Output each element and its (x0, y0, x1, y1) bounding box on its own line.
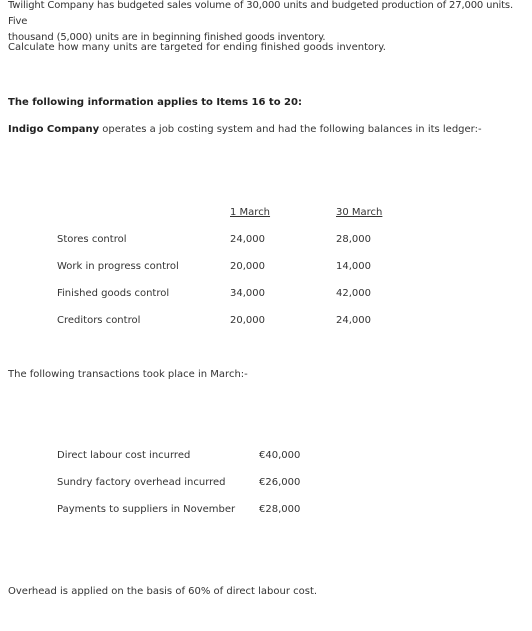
intro-line-2: thousand (5,000) units are in beginning finished goods inventory. (8, 32, 326, 43)
ledger-row-label: Stores control (57, 234, 127, 245)
transaction-amount: €26,000 (259, 477, 301, 488)
company-description: operates a job costing system and had the following balances in its ledger:- (99, 124, 482, 135)
transaction-label: Sundry factory overhead incurred (57, 477, 226, 488)
column-header-30-march: 30 March (336, 207, 383, 218)
ledger-value-1-march: 24,000 (230, 234, 265, 245)
transaction-amount: €28,000 (259, 504, 301, 515)
intro-paragraph (8, 0, 524, 46)
transaction-label: Payments to suppliers in November (57, 504, 236, 515)
transactions-heading: The following transactions took place in March:- (8, 369, 248, 380)
intro-line-1: Twilight Company has budgeted sales volume of 30,000 units and budgeted production of 27,000 units. Five (8, 0, 514, 27)
column-header-1-march: 1 March (230, 207, 271, 218)
transaction-amount: €40,000 (259, 450, 301, 461)
company-name: Indigo Company (8, 124, 100, 135)
section-heading: The following information applies to Items 16 to 20: (8, 97, 302, 108)
overhead-note: Overhead is applied on the basis of 60% of direct labour cost. (8, 586, 318, 597)
ledger-value-30-march: 42,000 (336, 288, 371, 299)
ledger-value-30-march: 14,000 (336, 261, 371, 272)
ledger-row-label: Finished goods control (57, 288, 170, 299)
ledger-value-1-march: 20,000 (230, 261, 265, 272)
ledger-value-1-march: 20,000 (230, 315, 265, 326)
question-text: Calculate how many units are targeted for ending finished goods inventory. (8, 42, 386, 53)
ledger-value-1-march: 34,000 (230, 288, 265, 299)
company-line (8, 124, 482, 135)
ledger-value-30-march: 28,000 (336, 234, 371, 245)
ledger-row-label: Creditors control (57, 315, 141, 326)
ledger-value-30-march: 24,000 (336, 315, 371, 326)
ledger-row-label: Work in progress control (57, 261, 179, 272)
transaction-label: Direct labour cost incurred (57, 450, 191, 461)
